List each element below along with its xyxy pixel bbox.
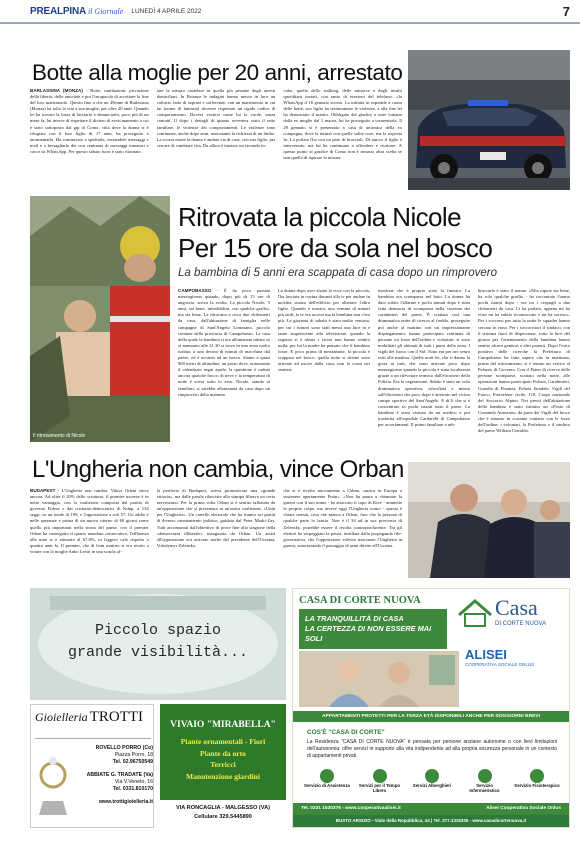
casa-logo-big: Casa <box>495 595 538 620</box>
orban-photo <box>408 462 570 578</box>
vivaio-name: VIVAIO "MIRABELLA" <box>170 720 276 730</box>
casa-slogan2: LA CERTEZZA DI NON ESSERE MAI SOLI <box>305 624 432 643</box>
story2-col3: mosfone che è proprio sotto la finestra. La bambina era scomparsa nel buio. La donna ha dato subito l'allarme e pochi minuti dopo è stata fatta denuncia di scomparsa nella caserma dei carabinieri del paese. È scattata così una drammatica notte di ricerca al freddo, proseguite poi anche al mattino con un impressionante dispiegamento: hanno partecipato centinaia di persone tra forze dell'ordine e volontari, sì sono mobilitati gli abitanti di tutti i paesi della zona. I vigili del fuoco con il Saf. Tutto era per ore senza esiti alla mattina. Quelle notti lei, che ri danno la gioia ai tutti, che sono arrivate poco dopo mezzogiorno quando la piccola è stata localizzata grazie a un rilevatore termico dall'elicottero della Polizia. Era la vegetazione. Subito è stato un volo drammatica operativa, rifocillata e messa sull'elicottero che poco dopo è atterrato nel vicino campo sportivo del Sant'Angelo. E di lì che si è concentrato in pochi istanti tutto il paese. La bambina è stata visitata da un medico e poi trasferita all'ospedale Cardarelli di Campobasso per accertamenti. Il primo familiare a rab- <box>378 288 470 428</box>
story2-col4: braccarla è stato il nonno. «Mia nipote sta bene, ha solo qualche graffio - ha raccontato l'uomo pochi istanti dopo - era tra i cespugli a due chilometri da casa. Ci ha parlato, appena mi ha visto mi ha subito riconosciuto e mi ha sorriso». Per i soccorsi per tutta la notte le squadre hanno cercato in zona. Per i soccorritori il sindaco, con il sistema fuori di dispersione, sotto la luce del giorno per l'orientamento della bambina hanno sentito alcuni genitori e altri parenti. Dopo l'esito positivo delle ricerche la Prefettura di Campobasso ha fatto sapere che in mattinata, prima del ritrovamento, si è tenuto un vertice al Palazzo di Governo. Con il Piano di ricerca delle persone scomparse, scattato nella notte, alle operazioni hanno partecipato Polizia, Carabinieri, Guardia di Finanza, Polizia Stradale, Vigili del Fuoco, Protezione civile, 118, Corpo nazionale del Soccorso Alpino. Nei pressi dell'abitazione della bambina è stato istituito un «Posto di Comando Avanzato» da parte dei Vigili del fuoco che è rimasto in costante contatto con le forze dell'ordine, i volontari, la Prefettura e il sindaco del paese William Ciaraldo. <box>478 288 570 434</box>
leisure-icon <box>373 769 387 783</box>
service-infermieristico: Servizio Infermieristico <box>461 769 509 799</box>
vivaio-contacts <box>160 800 286 828</box>
trotti-shop1: ROVELLO PORRO (Co) <box>95 745 153 751</box>
casa-services <box>303 769 561 799</box>
story2-headline-line2: Per 15 ore da sola nel bosco <box>178 233 493 263</box>
casa-contacts <box>293 803 569 815</box>
story3-col1: BUDAPEST - L'Ungheria non cambia: Viktor Orban vince ancora. Ad oltre il 20% dello scrutinio, il premier uscente è in netto vantaggio, con la coalizione composta dal partito di governo Fidesz e dai cristiano-democratici di Kdnp, a 134 seggi, su un totale di 199, e l'opposizione a soli 57. Un addio è nelle speranze e prima di un nuovo ritorno di 60 giorni come quello più importanti nella storia del paese, con il premier Orban ha conseguito il quarto mandato consecutivo, l'affluenza alle urne si è attestata al 67,8%, in leggero calo rispetto a quattro anni fa. Il premier, che di Ivan muttiro si era recato a votare con la moglie Anko Levai in una scuola al- <box>30 488 149 554</box>
vivaio-service2: Piante da orto <box>200 748 246 758</box>
vivaio-ad[interactable] <box>160 704 286 828</box>
service-fisioterapico: Servizio Fisioterapico <box>513 769 561 799</box>
vivaio-services <box>160 736 286 782</box>
casa-footer: BUSTO ARSIZIO - Viale della Repubblica, 44 | Tel. 377.1315335 - www.casadicortenuova.it <box>293 815 569 827</box>
story1-col3: cubo, quello dello stalking, delle minacce e degli insulti quotidiani inviati, con tanto di erezioni del telefono. «Ia WhatsApp il 16 gennaio scorso. La infinita in ospedale a causa delle botte, suo figlio ha testimoniato le violenze, a alla fine lei ha denunciato il marito. Obbligato dal giudice a stare lontano dalla ex moglie dal 1 marzo, lui ha proseguito a tormentarla. Il 29 gennaio si è presentato a casa di un'amica della ex compagna, dove la intimò con quelle solite cose, ma la risposta fu. La polizia l'ha con un paio di bracciali. Di nuovo il figlio è intervenuto, ma lui ha continuato a offendere e ricattare. A questo punto al giudice di Como non è rimasto altra scelta se non quella di ispirare la misura. <box>283 88 403 161</box>
service-alberghieri: Servizi Alberghieri <box>408 769 456 799</box>
casa-band: APPARTAMENTI PROTETTI PER LA TERZA ETÀ DISPONIBILI ANCHE PER SOGGIORNI BREVI <box>293 711 569 722</box>
rescue-photo <box>30 196 170 442</box>
story3-headline: L'Ungheria non cambia, vince Orban <box>32 456 404 483</box>
newspaper-brand-sub: il Giornale <box>87 6 124 16</box>
trotti-logo <box>35 709 151 739</box>
casa-logo <box>455 595 565 635</box>
trotti-info <box>73 745 153 806</box>
newspaper-brand: PREALPINA <box>30 5 86 17</box>
casa-corte-ad[interactable] <box>292 588 570 828</box>
story1-col2: tare la misura cautelare in quella più pesante degli arresti domiciliari. In Brianza le indagini hanno messo in luce un calvario fatto di soprusi e sofferenze, con un matrimonio in cui lui (nome di fantasia) dovesse rispettare un rigido codice di comportamento. Dovevi vestirsi come lui la vuole, senza contatti. Il dopo i dettagli di quanto avveniva sotto il tetto familiare, le violenze dei comportamenti. Le violenze sono continuate, anche dopo anni, nonostante la richiesta di un limbo. La scorsa estate la donna è andata via di casa, con suo figlio, per cercare di cambiare vita. Da allora è iniziato un secondo in- <box>156 88 276 148</box>
story2-headline-line1: Ritrovata la piccola Nicole <box>178 202 461 232</box>
page-header <box>0 0 580 24</box>
vivaio-service1: Piante ornamentali - Fiori <box>180 737 266 746</box>
alisei-sub: COOPERATIVA SOCIALE ONLUS <box>465 662 535 667</box>
ring-icon <box>35 745 71 825</box>
casa-slogan <box>299 609 447 649</box>
story1-body <box>30 88 402 190</box>
trotti-tel2: Tel. 0331.810170 <box>112 786 153 792</box>
vivaio-service3: Terricci <box>210 760 236 769</box>
casa-slogan1: LA TRANQUILLITÀ DI CASA <box>305 614 404 623</box>
story2-col2: La donna dopo aver alzato la voce con la piccola, l'ha lasciata in cucina davanti alla tv per andare in un'altra stanza dell'edificio per allattare l'altro figlio. Quando è tornata, una ventina di minuti più tardi, la tv era accesa ma la bambina non c'era più. La giornata di sabato è stata molto ventosa, per cui i rumori sono stati messi una luce in e tanto stupefacente alla televisione, quando la ragazza si è alzata i vicini non hanno sentito nulla, per lui la madre ha pensato che il bambino fosse. E poco prima di mezzanotte, la piccola è scappata nel bosco, quella notte si ritiene sono arrivate ad uscire dalla casa, non la corsa nei sentieri. <box>278 288 370 373</box>
alisei-logo <box>465 647 565 667</box>
glass-ad[interactable] <box>30 588 286 700</box>
rescue-photo-caption: Il ritrovamento di Nicole <box>33 433 86 439</box>
story3-dateline: BUDAPEST <box>30 488 56 493</box>
story3-col2: la periferia di Budapest, aveva pronosticato una «grande vittoria», ma dalle parole rilasciate alla stampa filtrava un certo nervosismo. Per la prima volta Orban si è sentito tallonato da un'opposizione che si presentata in un'unica coalizione, «Uniti per l'Ungheria». Un cartello elettorale che ha riunito sei partiti di diverso orientamento politico, guidato dal Peter Marki-Zay. Tutti accomunati dall'obiettivo di porre fine alla stagione della «democrazia illiberale» inaugurata da Orban. Un assist all'opposizione era arrivato anche dal presidente dell'Ucraina, Volodymyr Zelensky, <box>156 488 276 548</box>
glass-ad-line2: grande visibilità... <box>67 644 249 661</box>
casa-facebook[interactable]: Alisei Cooperativa Sociale Onlus <box>486 806 561 811</box>
nurse-icon <box>478 769 492 783</box>
vivaio-service4: Manutenzione giardini <box>185 771 261 781</box>
house-icon <box>455 597 495 627</box>
service-assistenza: Servizio di Assistenza <box>303 769 351 799</box>
orban-image <box>408 462 570 578</box>
casa-phone-web[interactable]: Tel. 0331 1530376 - www.cooperativaalisei.it <box>301 806 401 811</box>
story1-col1: BARLASSINA (MONZA) - Botte, umiliazioni, privazione della libertà, delle amicizie e poi l'incapacità di accettare la fine del loro matrimonio. Questo fino a che un 49enne di Barlassina (Monza) ha tolto la vita a sua moglie, per oltre 20 anni. Quando lei ha trovato la forza di lasciarlo e denunciarlo, poco più di un mese fa, lui invece di rispettare il divieto di avvicinamento a cui è stato sottoposto dal gip di Como, città dove la donna si è rifugiata con il loro figlio di 17 anni, ha proseguito a atormentarla. Ha cominciato a spediarla, inviandole messaggi e mail e a bersagliarla dei con centinaia di messaggi minatori e cacce su WhatsApp. Per questo sabato fuori è stato ritornato. <box>30 88 149 154</box>
assistance-icon <box>320 769 334 783</box>
police-car-image <box>408 50 570 190</box>
trotti-shop2: ABBIATE G. TRADATE (Va) <box>86 772 153 778</box>
trotti-addr2: Via V.Veneto, 16 <box>114 779 153 785</box>
story3-body <box>30 488 402 578</box>
page-number: 7 <box>562 3 570 19</box>
vivaio-phone[interactable]: Cellulare 329.5445890 <box>194 814 252 820</box>
hotel-icon <box>425 769 439 783</box>
story2-col1: CAMPOBASSO - È da poco passata mezzogiorno quando, dopo più di 15 ore di angoscia, arriva la svolta. La piccola Nicole, 5 anni, sta bene, infreddolita, con qualche graffio, ma sta bene. La ritrovano a circa due chilometri da casa, dall'abitazione di famiglia nelle campagne di Sant'Angelo Limosano, piccolo comune della provincia di Campobasso. La casa della quale la bambina si era allontanata sabato se si ammonio alle 21.30 si trova in una zona molto isolata, a una decina di minuti di macchina dal paese, ed è accanto ad un bosco. Siamo a quasi 900 metri di altitudine, un posto dove, nonostante il calendario segni aprile, la questione è caduta ancora qualche fiocco di neve e la temperatura di notte è scesa sotto lo zero. Nicole, stando ai familiari, si sarebbe allontanata da casa dopo un rimprovero della mamma. <box>178 288 270 397</box>
physio-icon <box>530 769 544 783</box>
story2-body <box>178 288 570 442</box>
trotti-web[interactable]: www.trottigioielleria.it <box>99 799 153 805</box>
casa-photo <box>299 651 459 707</box>
trotti-ad[interactable] <box>30 704 154 828</box>
trotti-addr1: Piazza Porro, 18 <box>114 752 153 758</box>
police-car-photo <box>408 50 570 190</box>
trotti-name2: TROTTI <box>89 709 143 725</box>
story3-col3: che si è rivolto nuovamente a Orban, «unico in Europa a sostenere apertamente Putin». «Non ha paura a chiamare la guerra con il suo nome - ha attaccato il capo di Kiev - ammette le proprie colpe, ma invece oggi l'Ungheria uomo - questa è chiara onestà, cosa che manca a Orban, fuor che la persona di qualche parte lo lancia. Non è il 34 ad in sua provincia di Zelensky, potrebbe essere il rivolta controproducente. Tra gli elettori ha serpeggiato la paura, instillata dalla propaganda filo-governativa, che l'opposizione volesse trascinare l'Ungheria in guerra, autorizzando il passaggio di armi dirette all'Ucraina. <box>283 488 403 548</box>
story2-dateline: CAMPOBASSO <box>178 288 212 293</box>
story2-subtitle: La bambina di 5 anni era scappata di casa dopo un rimprovero <box>178 267 498 279</box>
trotti-name1: Gioielleria <box>35 710 88 724</box>
issue-date: LUNEDÌ 4 APRILE 2022 <box>131 7 202 15</box>
casa-title: CASA DI CORTE NUOVA <box>299 595 421 606</box>
casa-description: La Residenza "CASA DI CORTE NUOVA" è pensata per persone anziane autonome o con lievi limitazioni dell'autonomia: offre servizi in supporto alla vita indipendente ad alla propria sicurezza personale in un contesto di appartamenti privati. <box>307 739 557 759</box>
vivaio-address: VIA RONCAGLIA - MALGESSO (VA) <box>176 805 270 811</box>
story1-headline: Botte alla moglie per 20 anni, arrestato <box>32 60 403 85</box>
casa-logo-sub: DI CORTE NUOVA <box>495 621 547 627</box>
trotti-tel1: Tel. 02.96750549 <box>112 759 153 765</box>
service-tempo-libero: Servizi per il Tempo Libero <box>356 769 404 799</box>
glass-ad-line1: Piccolo spazio <box>94 622 222 639</box>
casa-question: COS'È "CASA DI CORTE" <box>307 729 385 736</box>
rescue-image <box>30 196 170 442</box>
story1-dateline: BARLASSINA (MONZA) <box>30 88 83 93</box>
alisei-name: ALISEI <box>465 647 507 662</box>
